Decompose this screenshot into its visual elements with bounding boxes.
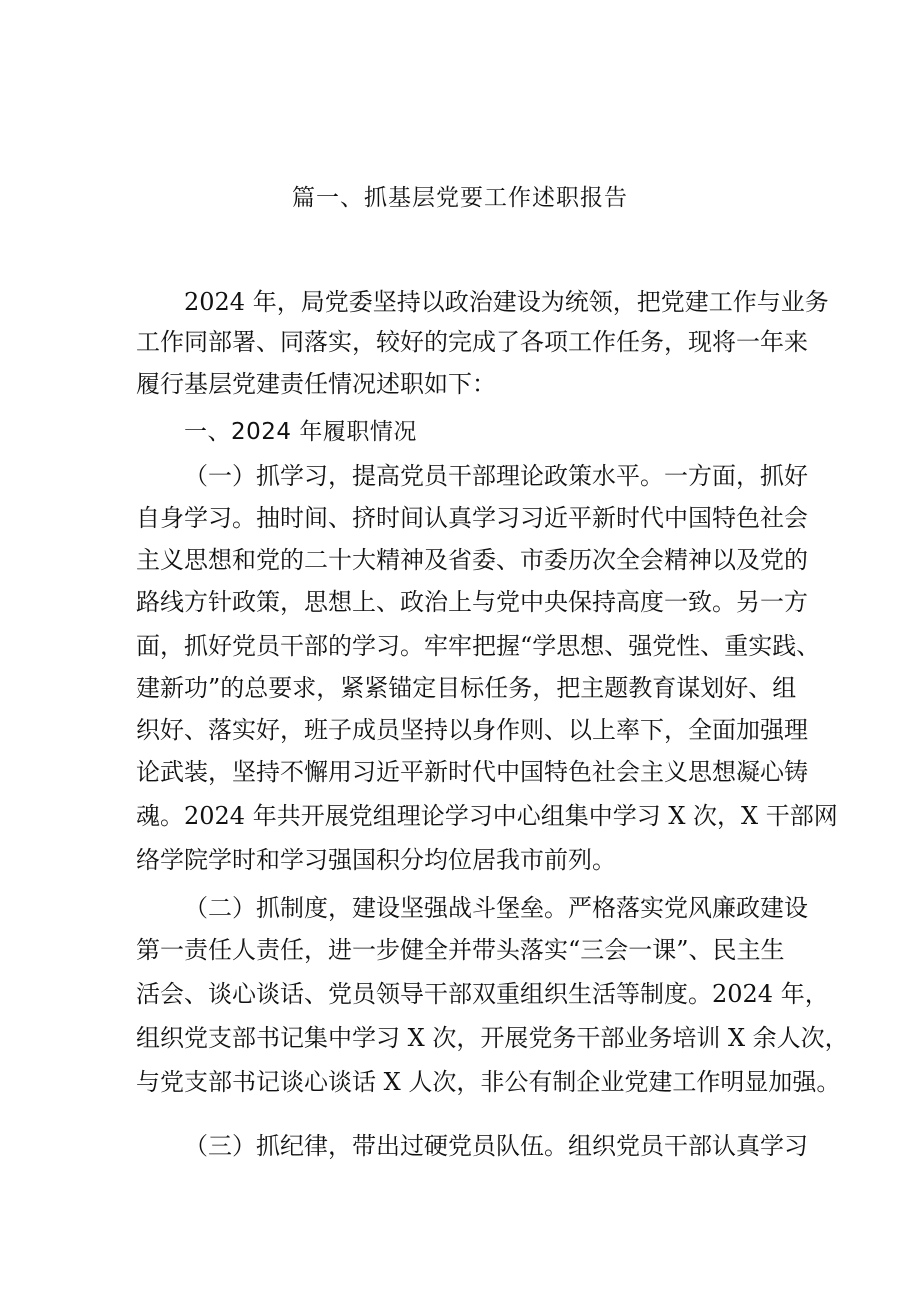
paragraph-2-line-1: （二）抓制度，建设坚强战斗堡垒。严格落实党风廉政建设: [184, 894, 808, 922]
intro-line-1: 2024 年，局党委坚持以政治建设为统领，把党建工作与业务: [184, 288, 829, 316]
paragraph-1-line-4: 路线方针政策，思想上、政治上与党中央保持高度一致。另一方: [136, 588, 808, 616]
paragraph-1-line-6: 建新功”的总要求，紧紧锚定目标任务，把主题教育谋划好、组: [136, 674, 797, 702]
paragraph-1-line-1: （一）抓学习，提高党员干部理论政策水平。一方面，抓好: [184, 462, 808, 490]
paragraph-1-line-5: 面，抓好党员干部的学习。牢牢把握“学思想、强党性、重实践、: [136, 632, 821, 660]
paragraph-1-line-10: 络学院学时和学习强国积分均位居我市前列。: [136, 846, 616, 874]
section-heading: 一、2024 年履职情况: [184, 419, 417, 445]
paragraph-2-line-4: 组织党支部书记集中学习 X 次，开展党务干部业务培训 X 余人次，: [136, 1024, 849, 1052]
paragraph-1-line-3: 主义思想和党的二十大精神及省委、市委历次全会精神以及党的: [136, 546, 808, 574]
intro-line-3: 履行基层党建责任情况述职如下：: [136, 370, 496, 398]
paragraph-2-line-3: 活会、谈心谈话、党员领导干部双重组织生活等制度。2024 年，: [136, 980, 829, 1008]
paragraph-1-line-8: 论武装，坚持不懈用习近平新时代中国特色社会主义思想凝心铸: [136, 758, 808, 786]
intro-line-2: 工作同部署、同落实，较好的完成了各项工作任务，现将一年来: [136, 328, 808, 356]
paragraph-1-line-7: 织好、落实好，班子成员坚持以身作则、以上率下，全面加强理: [136, 716, 808, 744]
paragraph-1-line-2: 自身学习。抽时间、挤时间认真学习习近平新时代中国特色社会: [136, 504, 808, 532]
paragraph-2-line-5: 与党支部书记谈心谈话 X 人次，非公有制企业党建工作明显加强。: [136, 1068, 841, 1096]
paragraph-1-line-9: 魂。2024 年共开展党组理论学习中心组集中学习 X 次，X 干部网: [136, 802, 838, 830]
document-title: 篇一、抓基层党要工作述职报告: [292, 185, 628, 211]
paragraph-3-line-1: （三）抓纪律，带出过硬党员队伍。组织党员干部认真学习: [184, 1132, 808, 1160]
paragraph-2-line-2: 第一责任人责任，进一步健全并带头落实“三会一课”、民主生: [136, 936, 785, 964]
